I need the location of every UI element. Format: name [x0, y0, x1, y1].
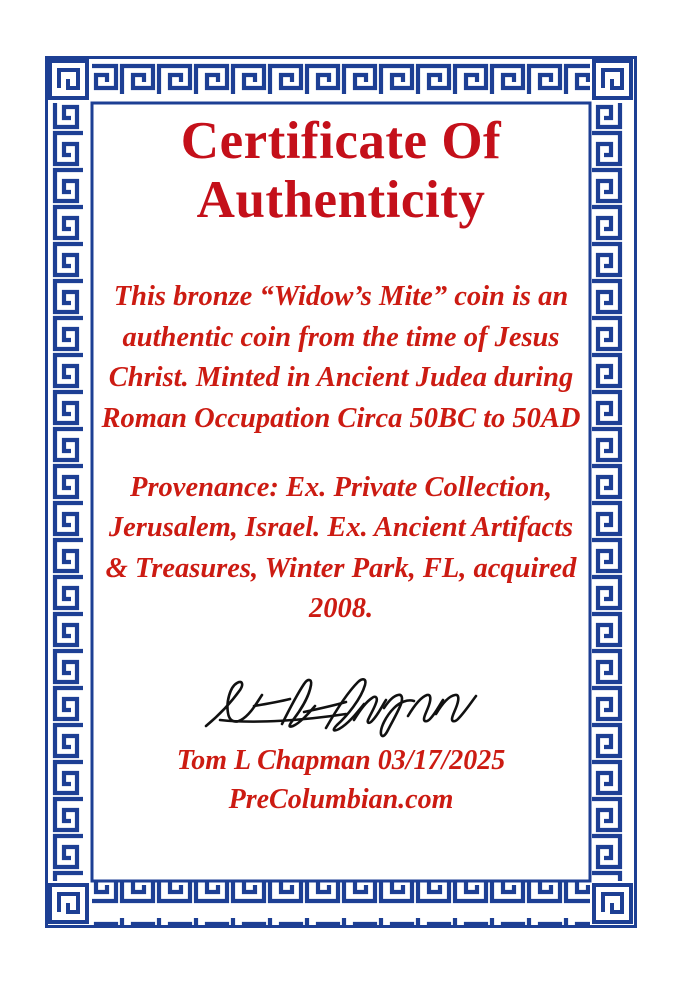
title-line-2: Authenticity — [196, 171, 486, 230]
website-text: PreColumbian.com — [228, 783, 454, 815]
certificate-document — [45, 56, 637, 928]
signer-name-and-date: Tom L Chapman 03/17/2025 — [176, 744, 506, 776]
signature-block — [97, 668, 585, 740]
page-title — [181, 112, 501, 231]
handwritten-signature-icon — [196, 668, 486, 740]
body-paragraph-provenance: Provenance: Ex. Private Collection, Jerusalem, Israel. Ex. Ancient Artifacts & Treasures, Winter Park, FL, acquired 2008. — [105, 471, 577, 624]
certificate-body — [97, 249, 585, 658]
title-line-1: Certificate Of — [180, 112, 502, 170]
signature-caption — [177, 742, 506, 819]
body-paragraph-description: This bronze “Widow’s Mite” coin is an authentic coin from the time of Jesus Christ. Minted in Ancient Judea during Roman Occupation Circa 50BC to 50AD — [101, 281, 581, 434]
certificate-content — [97, 106, 585, 878]
